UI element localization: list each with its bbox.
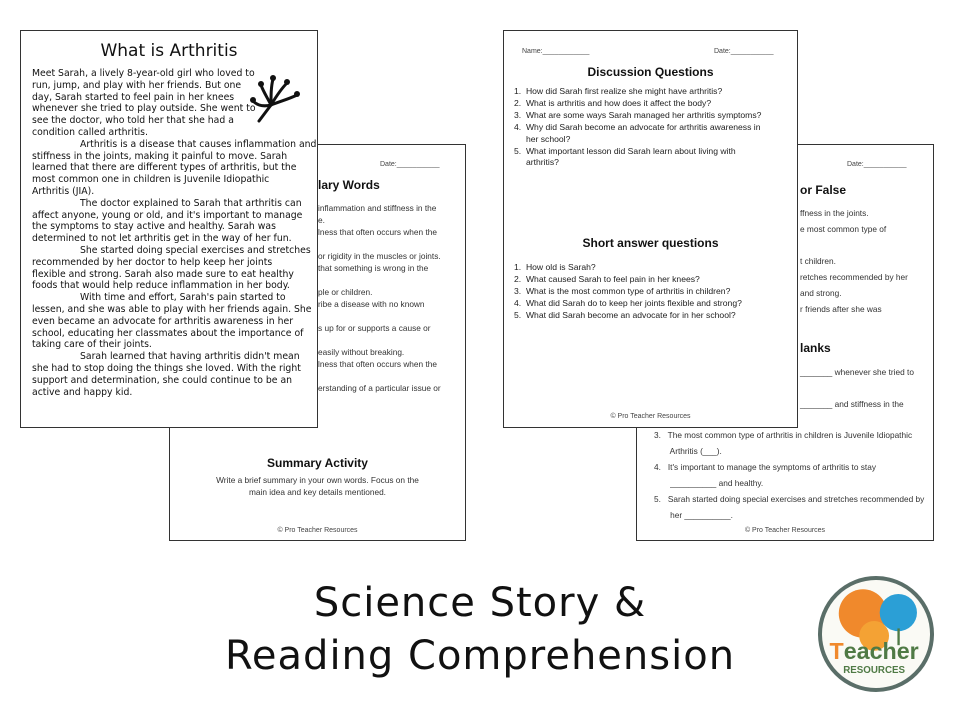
fill-blanks-heading: lanks [800, 341, 831, 355]
banner-line-1: Science Story & [313, 580, 647, 626]
blank-item: her __________. [654, 510, 733, 520]
blank-item: 5. Sarah started doing special exercises and stretches recommended by [654, 494, 925, 504]
story-line: The doctor explained to Sarah that arthritis can [80, 197, 302, 209]
vocabulary-definition: ple or children. [318, 287, 373, 297]
discussion-question: arthritis? [514, 157, 559, 168]
vocabulary-definition: erstanding of a particular issue or [318, 383, 441, 393]
true-false-statement: e most common type of [800, 224, 887, 234]
story-line: With time and effort, Sarah's pain started to [80, 292, 286, 304]
short-answer-heading: Short answer questions [582, 236, 719, 250]
true-false-statement: and strong. [800, 288, 842, 298]
story-line: run, jump, and play with her friends. But one [32, 79, 242, 91]
summary-heading: Summary Activity [267, 456, 368, 470]
short-answer-question: 3. What is the most common type of arthritis in children? [514, 285, 731, 296]
vocabulary-definition: s up for or supports a cause or [318, 323, 431, 333]
discussion-questions-list [514, 86, 761, 169]
discussion-question: 2. What is arthritis and how does it affect the body? [514, 97, 712, 108]
story-line: most common one in children is Juvenile Idiopathic [32, 174, 270, 186]
vocabulary-definition: inflammation and stiffness in the [318, 203, 437, 213]
discussion-question: 1. How did Sarah first realize she might have arthritis? [514, 86, 723, 96]
summary-instructions: main idea and key details mentioned. [249, 487, 386, 497]
story-page [20, 30, 318, 428]
story-line: whenever she tried to play outside. She went to [32, 103, 256, 115]
story-line: condition called arthritis. [32, 126, 148, 138]
vocabulary-definition: e. [318, 215, 325, 225]
true-false-statement: retches recommended by her [800, 272, 908, 282]
vocabulary-definition: easily without breaking. [318, 347, 405, 357]
date-field: Date:___________ [714, 48, 774, 55]
story-line: affect anyone, young or old, and it's important to manage [32, 209, 303, 221]
story-line: Arthritis is a disease that causes inflammation and [80, 138, 317, 150]
story-line: stiffness in the joints, making it painful to move. Sarah [32, 150, 288, 162]
story-line: Meet Sarah, a lively 8-year-old girl who loved to [32, 68, 255, 79]
footer-copyright: © Pro Teacher Resources [277, 527, 358, 534]
date-field: Date:___________ [380, 161, 440, 168]
story-line: lessen, and she was able to play with her friends again. She [32, 303, 312, 315]
story-line: Sarah learned that having arthritis didn't mean [80, 351, 300, 363]
blank-item: _______ and stiffness in the [800, 399, 904, 409]
footer-copyright: © Pro Teacher Resources [744, 527, 826, 534]
discussion-question: 5. What important lesson did Sarah learn about living with [514, 145, 736, 156]
banner-line-2: Reading Comprehension [224, 633, 736, 679]
short-answer-question: 2. What caused Sarah to feel pain in her knees? [514, 273, 700, 284]
vocabulary-definition: lness that often occurs when the [318, 359, 437, 369]
story-line: even became an advocate for arthritis awareness in her [32, 315, 294, 327]
blank-item: _______ whenever she tried to [800, 367, 914, 377]
story-line: foods that would help reduce inflammation in her body. [32, 280, 290, 292]
summary-instructions: Write a brief summary in your own words. Focus on the [216, 475, 419, 485]
date-field: Date:___________ [847, 161, 907, 168]
vocabulary-heading: lary Words [318, 178, 380, 192]
short-answer-question: 1. How old is Sarah? [514, 262, 596, 272]
teacher-resources-logo [818, 576, 934, 692]
logo-trees-icon [822, 580, 930, 688]
blank-item: Arthritis (___). [654, 446, 722, 456]
story-line: school, educating her classmates about the importance of [32, 327, 304, 339]
story-line: learned that there are different types of arthritis, but the [32, 162, 297, 174]
short-answer-list [514, 262, 742, 322]
svg-text:RESOURCES: RESOURCES [843, 665, 906, 677]
vocabulary-definition: lness that often occurs when the [318, 227, 437, 237]
story-line: see the doctor, who told her that she had a [32, 115, 234, 127]
blank-item: 3. The most common type of arthritis in children is Juvenile Idiopathic [654, 430, 913, 440]
story-title: What is Arthritis [100, 41, 238, 61]
story-line: She started doing special exercises and stretches [80, 244, 311, 256]
vocabulary-definition: that something is wrong in the [318, 263, 429, 273]
discussion-heading: Discussion Questions [587, 65, 714, 79]
footer-copyright: © Pro Teacher Resources [610, 413, 691, 420]
vocabulary-definition: ribe a disease with no known [318, 299, 425, 309]
questions-worksheet-page [503, 30, 798, 428]
story-line: active and happy kid. [32, 386, 133, 398]
story-line: recommended by her doctor to help keep her joints [32, 256, 273, 268]
blank-item: __________ and healthy. [654, 478, 764, 488]
story-line: support and determination, she could continue to be an [32, 374, 293, 386]
true-false-statement: t children. [800, 256, 836, 266]
story-line: the symptoms to stay active and healthy. Sarah was [32, 221, 276, 233]
story-line: she had to stop doing the things she loved. With the right [32, 362, 301, 374]
short-answer-question: 5. What did Sarah become an advocate for in her school? [514, 309, 736, 320]
true-false-statement: r friends after she was [800, 304, 882, 314]
story-line: day, Sarah started to feel pain in her knees [32, 91, 235, 103]
short-answer-question: 4. What did Sarah do to keep her joints flexible and strong? [514, 297, 742, 308]
discussion-question: her school? [514, 133, 571, 144]
story-line: taking care of their joints. [32, 339, 152, 351]
name-field: Name:____________ [522, 48, 590, 55]
story-line: determined to not let arthritis get in the way of her fun. [32, 233, 292, 245]
story-line: Arthritis (JIA). [32, 185, 95, 197]
story-text [32, 68, 316, 398]
svg-text:Teacher: Teacher [829, 638, 919, 665]
true-false-statement: ffness in the joints. [800, 208, 869, 218]
blank-item: 4. It's important to manage the symptoms of arthritis to stay [654, 462, 877, 472]
discussion-question: 4. Why did Sarah become an advocate for arthritis awareness in [514, 121, 761, 132]
discussion-question: 3. What are some ways Sarah managed her arthritis symptoms? [514, 109, 762, 120]
vocabulary-definition: or rigidity in the muscles or joints. [318, 251, 441, 261]
true-false-heading: or False [800, 183, 847, 197]
story-line: flexible and strong. Sarah also made sure to eat healthy [32, 268, 294, 280]
